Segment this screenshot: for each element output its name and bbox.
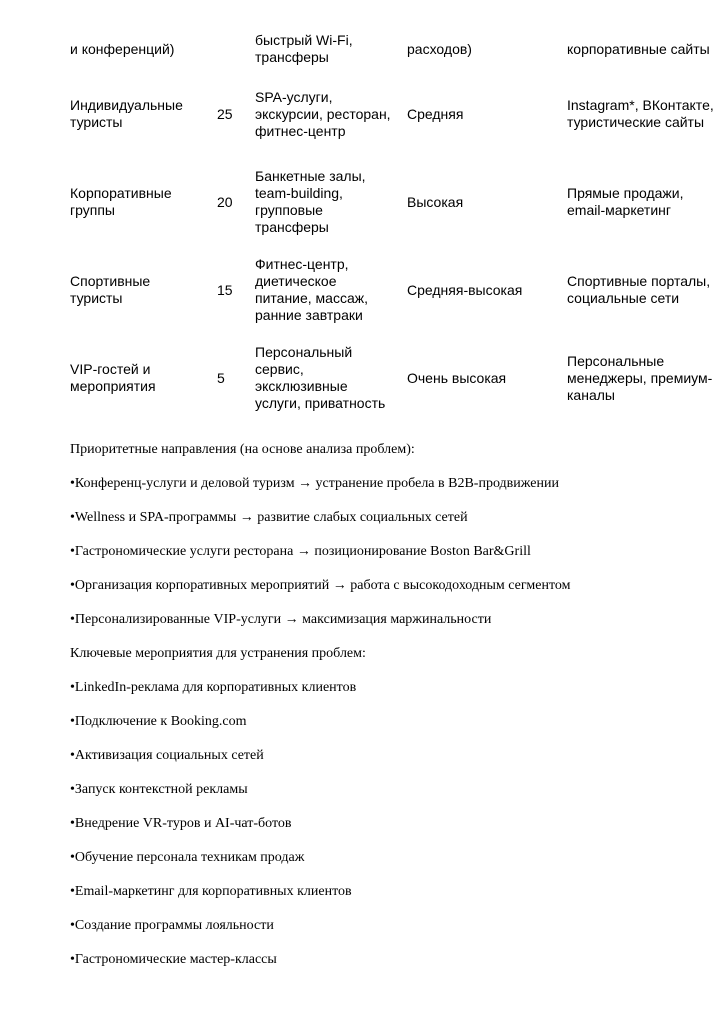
measure-item: •Создание программы лояльности — [70, 918, 274, 933]
channels-cell: Спортивные порталы, социальные сети — [567, 273, 711, 306]
measure-item: •Обучение персонала техникам продаж — [70, 850, 305, 865]
share-cell: 25 — [217, 105, 233, 122]
priority-item: •Организация корпоративных мероприятий → работа с высокодоходным сегментом — [70, 578, 571, 593]
services-cell: быстрый Wi-Fi, трансферы — [255, 32, 353, 65]
table-row — [62, 70, 723, 158]
channels-cell: корпоративные сайты — [567, 40, 710, 57]
priorities-heading: Приоритетные направления (на основе анализа проблем): — [70, 442, 415, 457]
measures-heading: Ключевые мероприятия для устранения проблем: — [70, 646, 366, 661]
priority-item: •Wellness и SPA-программы → развитие слабых социальных сетей — [70, 510, 468, 525]
table-row — [62, 334, 723, 422]
segments-table — [62, 28, 723, 422]
measure-item: •Активизация социальных сетей — [70, 748, 264, 763]
profitability-cell: Средняя — [407, 105, 464, 122]
share-cell — [207, 28, 249, 70]
channels-cell: Персональные менеджеры, премиум-каналы — [567, 352, 713, 403]
channels-cell: Прямые продажи, email-маркетинг — [567, 185, 684, 218]
segment-cell: VIP-гостей и мероприятия — [70, 361, 156, 394]
services-cell: Банкетные залы, team-building, групповые трансферы — [255, 168, 366, 235]
profitability-cell: Высокая — [407, 193, 464, 210]
share-cell: 5 — [217, 369, 225, 386]
measure-item: •LinkedIn-реклама для корпоративных клиентов — [70, 680, 357, 695]
table-row — [62, 28, 723, 70]
priority-item: •Конференц-услуги и деловой туризм → устранение пробела в B2B-продвижении — [70, 476, 559, 491]
priority-item: •Персонализированные VIP-услуги → максимизация маржинальности — [70, 612, 492, 627]
segment-cell: и конференций) — [70, 40, 175, 57]
services-cell: Фитнес-центр, диетическое питание, массаж, ранние завтраки — [255, 256, 369, 323]
segment-cell: Корпоративные группы — [70, 185, 172, 218]
segment-cell: Спортивные туристы — [70, 273, 151, 306]
priority-item: •Гастрономические услуги ресторана → позиционирование Boston Bar&Grill — [70, 544, 531, 559]
profitability-cell: Средняя-высокая — [407, 281, 523, 298]
services-cell: SPA-услуги, экскурсии, ресторан, фитнес-центр — [255, 88, 391, 139]
segment-cell: Индивидуальные туристы — [70, 97, 183, 130]
measure-item: •Email-маркетинг для корпоративных клиентов — [70, 884, 352, 899]
services-cell: Персональный сервис, эксклюзивные услуги, приватность — [255, 344, 386, 411]
measure-item: •Внедрение VR-туров и AI-чат-ботов — [70, 816, 292, 831]
measure-item: •Гастрономические мастер-классы — [70, 952, 277, 967]
channels-cell: Instagram*, ВКонтакте, туристические сайты — [567, 97, 714, 130]
table-row — [62, 246, 723, 334]
share-cell: 20 — [217, 193, 233, 210]
table-row — [62, 158, 723, 246]
share-cell: 15 — [217, 281, 233, 298]
profitability-cell: расходов) — [407, 40, 472, 57]
measure-item: •Запуск контекстной рекламы — [70, 782, 248, 797]
profitability-cell: Очень высокая — [407, 369, 507, 386]
measure-item: •Подключение к Booking.com — [70, 714, 247, 729]
